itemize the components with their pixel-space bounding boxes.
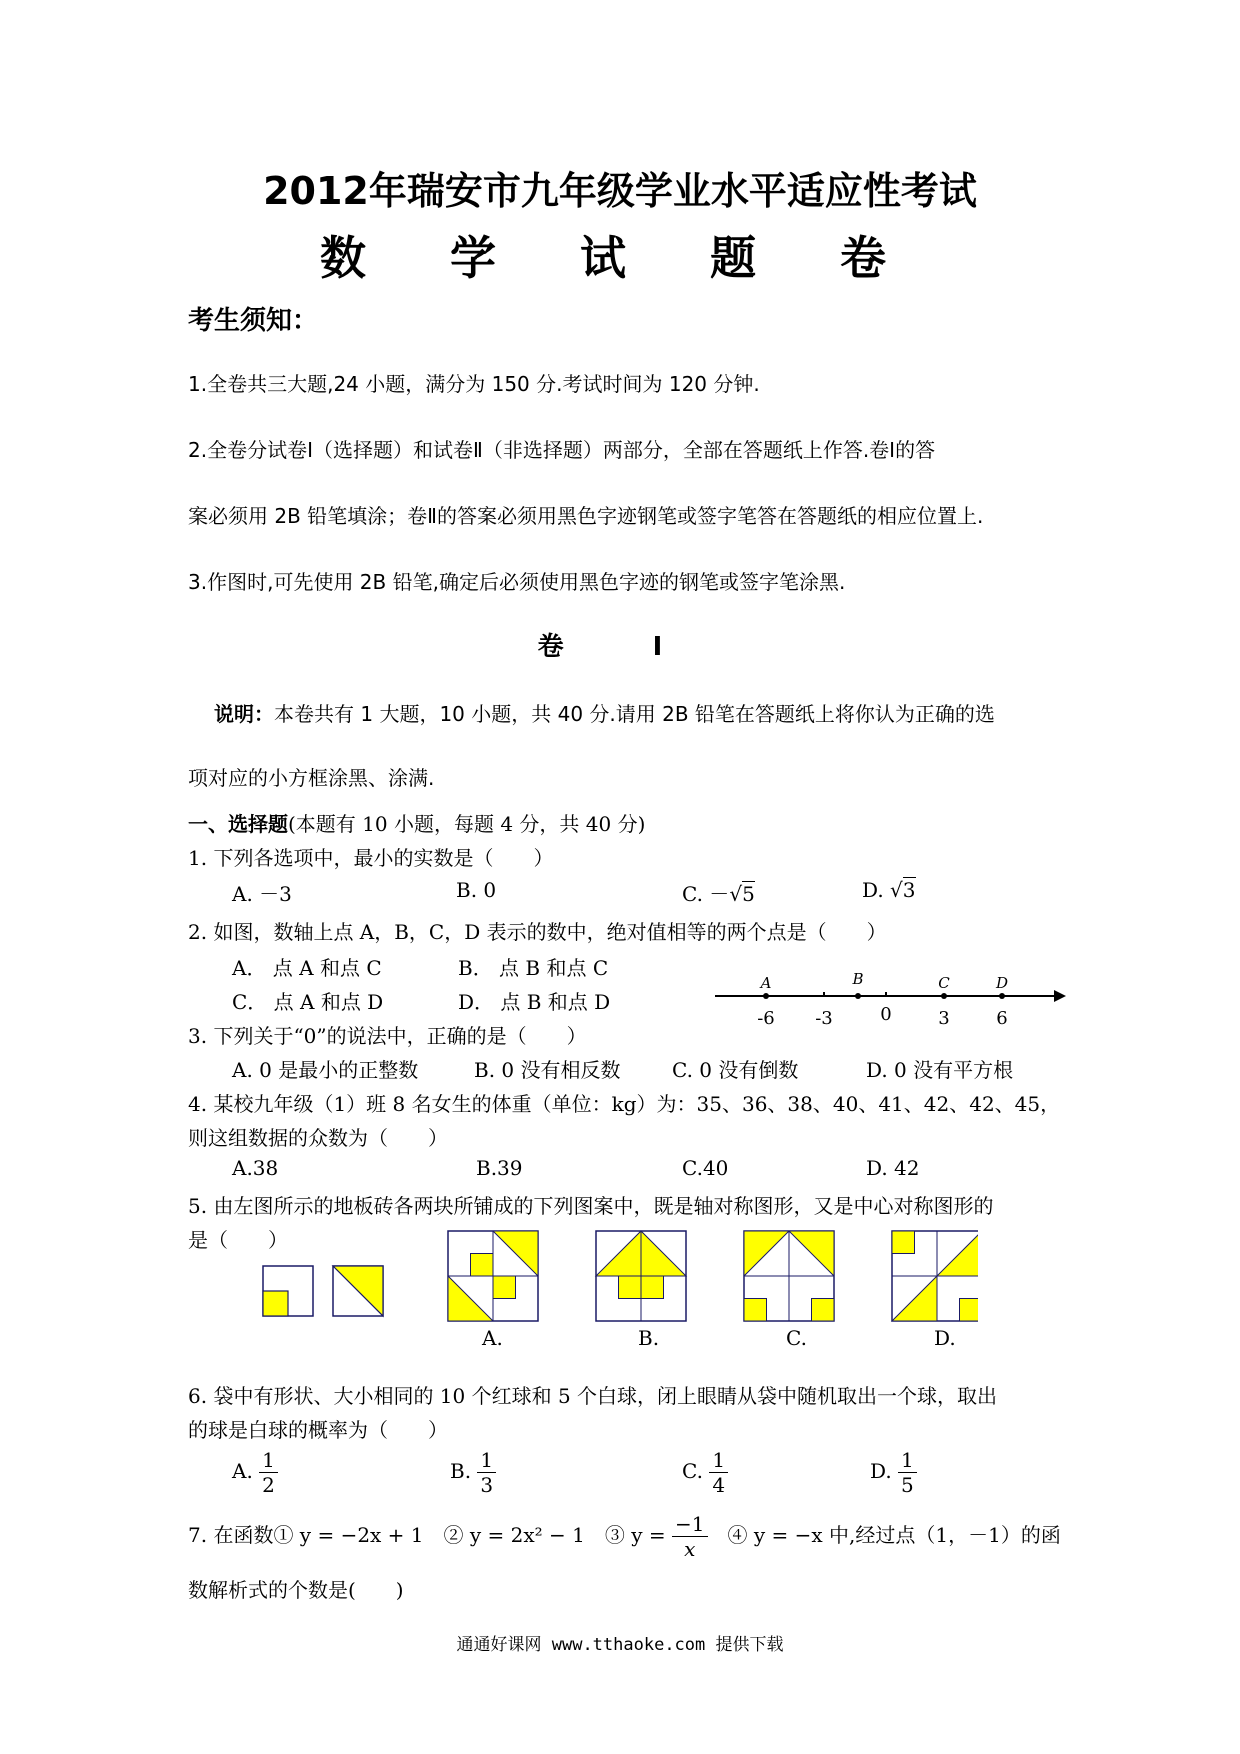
axis-letter-a: A xyxy=(760,974,772,992)
q3-option-d: D. 0 没有平方根 xyxy=(866,1058,1014,1082)
q3-option-b: B. 0 没有相反数 xyxy=(474,1058,621,1082)
notice-item-2-line1: 2.全卷分试卷Ⅰ（选择题）和试卷Ⅱ（非选择题）两部分，全部在答题纸上作答.卷Ⅰ的答 xyxy=(188,438,936,462)
point-a xyxy=(763,993,769,999)
exam-title: 2012年瑞安市九年级学业水平适应性考试 xyxy=(263,169,977,213)
notice-item-3: 3.作图时,可先使用 2B 铅笔,确定后必须使用黑色字迹的钢笔或签字笔涂黑. xyxy=(188,570,846,594)
q2-stem: 2. 如图，数轴上点 A，B，C，D 表示的数中，绝对值相等的两个点是（ ） xyxy=(188,920,887,944)
fraction xyxy=(477,1448,496,1497)
q5-option-c: C. xyxy=(786,1326,807,1350)
point-c xyxy=(941,993,947,999)
axis-tick-label: 6 xyxy=(996,1008,1008,1029)
tile-triangle xyxy=(333,1266,383,1316)
q1-option-d xyxy=(862,878,916,902)
notice-item-2-line2: 案必须用 2B 铅笔填涂；卷Ⅱ的答案必须用黑色字迹钢笔或签字笔答在答题纸的相应位置上. xyxy=(188,504,984,528)
tile-figures xyxy=(258,1226,978,1356)
q4-option-a: A.38 xyxy=(232,1156,279,1180)
q2-option-d: D． 点 B 和点 D xyxy=(458,990,611,1014)
q6-stem-line1: 6. 袋中有形状、大小相同的 10 个红球和 5 个白球，闭上眼睛从袋中随机取出一个球，取出 xyxy=(188,1384,998,1408)
q5-option-a: A. xyxy=(482,1326,503,1350)
notice-heading: 考生须知： xyxy=(188,306,319,336)
q3-option-c: C. 0 没有倒数 xyxy=(672,1058,799,1082)
q1-c-prefix: C. － xyxy=(682,882,730,906)
point-b xyxy=(855,993,861,999)
section-desc-line1: 本卷共有 1 大题，10 小题，共 40 分.请用 2B 铅笔在答题纸上将你认为正确的选 xyxy=(274,702,995,726)
q1-stem: 1. 下列各选项中，最小的实数是（ ） xyxy=(188,846,554,870)
q4-option-b: B.39 xyxy=(476,1156,523,1180)
q7-stem-line1 xyxy=(188,1512,1061,1561)
q6-b-label: B. xyxy=(450,1459,472,1483)
q2-option-c: C． 点 A 和点 D xyxy=(232,990,384,1014)
part-label: 一、选择题 xyxy=(188,812,288,836)
figure-option-d xyxy=(892,1231,978,1321)
tile-square-corner xyxy=(263,1266,313,1316)
fraction xyxy=(259,1448,278,1497)
number-line xyxy=(710,962,1070,1032)
axis-tick-label: 3 xyxy=(938,1008,950,1029)
q2-option-a: A． 点 A 和点 C xyxy=(232,956,382,980)
figure-option-b xyxy=(596,1231,686,1321)
denominator: x xyxy=(684,1537,696,1561)
q6-option-d xyxy=(870,1448,917,1497)
section-title: 卷 Ⅰ xyxy=(537,632,703,662)
q2-option-b: B． 点 B 和点 C xyxy=(458,956,609,980)
fraction xyxy=(898,1448,917,1497)
q6-stem-line2: 的球是白球的概率为（ ） xyxy=(188,1418,448,1442)
q7-prefix: 7. 在函数① y = −2x + 1 ② y = 2x² − 1 ③ y = xyxy=(188,1523,673,1547)
sqrt-icon: √ xyxy=(890,878,903,902)
q6-d-label: D. xyxy=(870,1459,892,1483)
axis-letter-d: D xyxy=(995,974,1009,992)
q6-option-a xyxy=(232,1448,278,1497)
q5-option-b: B. xyxy=(638,1326,660,1350)
section-description xyxy=(214,698,995,727)
q1-option-c xyxy=(682,878,755,907)
denominator: 4 xyxy=(712,1473,726,1497)
q1-d-prefix: D. xyxy=(862,878,891,902)
arrow-icon xyxy=(1054,990,1066,1002)
numerator: 1 xyxy=(477,1448,496,1473)
point-d xyxy=(999,993,1005,999)
denominator: 5 xyxy=(901,1473,914,1497)
section-desc-line2: 项对应的小方框涂黑、涂满. xyxy=(188,766,435,790)
axis-letter-c: C xyxy=(938,974,950,992)
numerator: 1 xyxy=(259,1448,278,1473)
numerator: −1 xyxy=(672,1512,707,1537)
part-note: (本题有 10 小题，每题 4 分，共 40 分) xyxy=(288,812,646,836)
denominator: 2 xyxy=(262,1473,275,1497)
axis-tick-label: -3 xyxy=(815,1008,833,1029)
q3-stem: 3. 下列关于“0”的说法中，正确的是（ ） xyxy=(188,1024,587,1048)
axis-tick-label: -6 xyxy=(757,1008,775,1029)
fraction xyxy=(672,1512,707,1561)
page-footer: 通通好课网 www.tthaoke.com 提供下载 xyxy=(456,1635,784,1655)
q3-option-a: A. 0 是最小的正整数 xyxy=(232,1058,419,1082)
numerator: 1 xyxy=(898,1448,917,1473)
q6-option-b xyxy=(450,1448,496,1497)
q4-option-c: C.40 xyxy=(682,1156,729,1180)
q7-stem-line2: 数解析式的个数是( ) xyxy=(188,1578,404,1602)
exam-subtitle: 数 学 试 题 卷 xyxy=(319,231,921,285)
q7-suffix: ④ y = −x 中,经过点（1，－1）的函 xyxy=(707,1523,1061,1547)
notice-item-1: 1.全卷共三大题,24 小题，满分为 150 分.考试时间为 120 分钟. xyxy=(188,372,760,396)
sqrt-icon: √ xyxy=(729,882,743,906)
q1-option-a: A. －3 xyxy=(232,882,292,906)
part-heading xyxy=(188,808,645,837)
q4-option-d: D. 42 xyxy=(866,1156,920,1180)
axis-tick-label: 0 xyxy=(880,1004,892,1025)
q1-option-b: B. 0 xyxy=(456,878,497,902)
axis-letter-b: B xyxy=(852,970,864,988)
q1-d-radicand: 3 xyxy=(902,878,916,902)
figure-option-a xyxy=(448,1231,538,1321)
q6-c-label: C. xyxy=(682,1459,703,1483)
denominator: 3 xyxy=(480,1473,494,1497)
q1-c-radicand: 5 xyxy=(742,882,755,906)
numerator: 1 xyxy=(709,1448,728,1473)
q4-stem-line1: 4. 某校九年级（1）班 8 名女生的体重（单位：kg）为：35、36、38、40、41、42、42、45， xyxy=(188,1092,1061,1116)
fraction xyxy=(709,1448,728,1497)
q6-a-label: A. xyxy=(232,1459,253,1483)
q5-stem-line2: 是（ ） xyxy=(188,1228,288,1252)
q6-option-c xyxy=(682,1448,728,1497)
q5-stem-line1: 5. 由左图所示的地板砖各两块所铺成的下列图案中，既是轴对称图形，又是中心对称图形的 xyxy=(188,1194,994,1218)
section-desc-label: 说明： xyxy=(214,702,274,726)
q5-option-d: D. xyxy=(934,1326,956,1350)
q4-stem-line2: 则这组数据的众数为（ ） xyxy=(188,1126,448,1150)
figure-option-c xyxy=(744,1231,834,1321)
